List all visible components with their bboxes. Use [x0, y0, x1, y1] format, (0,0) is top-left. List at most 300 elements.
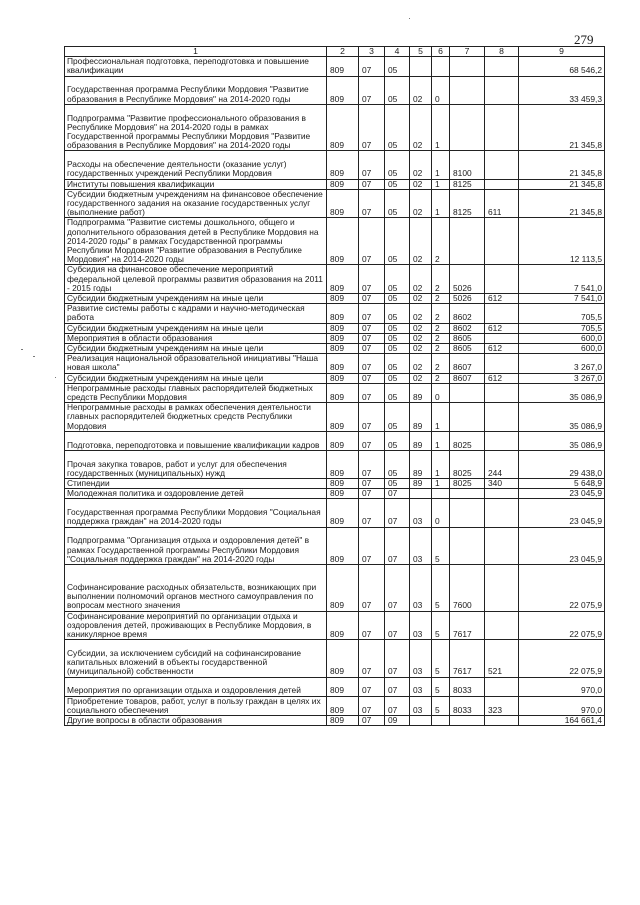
row-code-c7 — [450, 716, 485, 726]
table-row — [65, 696, 605, 715]
row-code-c2: 809 — [327, 218, 359, 265]
row-code-c6: 2 — [432, 333, 450, 343]
row-description: Развитие системы работы с кадрами и научно-методическая работа — [65, 304, 327, 323]
row-code-c5: 02 — [410, 323, 432, 333]
row-code-c8 — [485, 265, 519, 294]
row-code-c8 — [485, 489, 519, 499]
row-code-c5: 89 — [410, 479, 432, 489]
row-code-c7: 8100 — [450, 151, 485, 179]
column-header-5: 5 — [410, 47, 432, 57]
row-code-c3: 07 — [359, 696, 385, 715]
scan-speck — [33, 356, 35, 357]
row-code-c4: 05 — [385, 450, 410, 478]
row-code-c6: 0 — [432, 76, 450, 104]
row-code-c8 — [485, 57, 519, 76]
table-row — [65, 716, 605, 726]
row-code-c3: 07 — [359, 333, 385, 343]
row-code-c8 — [485, 677, 519, 696]
row-code-c3: 07 — [359, 323, 385, 333]
row-description: Другие вопросы в области образования — [65, 716, 327, 726]
row-code-c5: 02 — [410, 104, 432, 151]
row-code-c4: 07 — [385, 565, 410, 612]
row-code-c3: 07 — [359, 104, 385, 151]
row-code-c6: 2 — [432, 323, 450, 333]
row-code-c5: 02 — [410, 76, 432, 104]
row-amount: 705,5 — [519, 323, 605, 333]
row-code-c5: 89 — [410, 431, 432, 450]
table-row — [65, 57, 605, 76]
row-amount: 23 045,9 — [519, 499, 605, 527]
table-row — [65, 565, 605, 612]
row-code-c7: 8025 — [450, 431, 485, 450]
table-row — [65, 499, 605, 527]
row-code-c8 — [485, 499, 519, 527]
row-code-c2: 809 — [327, 479, 359, 489]
table-body — [65, 57, 605, 726]
row-code-c3: 07 — [359, 373, 385, 383]
row-code-c5: 03 — [410, 696, 432, 715]
row-description: Прочая закупка товаров, работ и услуг для обеспечения государственных (муниципальных) нужд — [65, 450, 327, 478]
row-code-c2: 809 — [327, 76, 359, 104]
row-code-c8: 340 — [485, 479, 519, 489]
row-code-c8: 612 — [485, 344, 519, 354]
row-description: Субсидии бюджетным учреждениям на иные цели — [65, 373, 327, 383]
row-amount: 600,0 — [519, 333, 605, 343]
row-code-c3: 07 — [359, 76, 385, 104]
row-code-c6: 0 — [432, 499, 450, 527]
row-code-c5 — [410, 489, 432, 499]
row-code-c2: 809 — [327, 304, 359, 323]
row-code-c7 — [450, 403, 485, 432]
row-code-c8 — [485, 431, 519, 450]
table-row — [65, 677, 605, 696]
row-amount: 22 075,9 — [519, 611, 605, 640]
row-description: Субсидии бюджетным учреждениям на иные цели — [65, 344, 327, 354]
row-code-c3: 07 — [359, 179, 385, 189]
row-description: Реализация национальной образовательной инициативы "Наша новая школа" — [65, 354, 327, 373]
table-row — [65, 527, 605, 564]
table-row — [65, 304, 605, 323]
row-code-c3: 07 — [359, 611, 385, 640]
row-description: Приобретение товаров, работ, услуг в пользу граждан в целях их социального обеспечения — [65, 696, 327, 715]
row-code-c6: 2 — [432, 354, 450, 373]
row-code-c3: 07 — [359, 383, 385, 402]
row-amount: 600,0 — [519, 344, 605, 354]
row-code-c3: 07 — [359, 57, 385, 76]
row-code-c4: 05 — [385, 373, 410, 383]
row-amount: 35 086,9 — [519, 431, 605, 450]
row-code-c8 — [485, 104, 519, 151]
column-header-9: 9 — [519, 47, 605, 57]
row-code-c6: 1 — [432, 151, 450, 179]
table-row — [65, 373, 605, 383]
row-code-c3: 07 — [359, 527, 385, 564]
row-code-c7 — [450, 383, 485, 402]
row-code-c6: 1 — [432, 189, 450, 218]
row-code-c2: 809 — [327, 323, 359, 333]
row-code-c5: 03 — [410, 499, 432, 527]
row-code-c8: 612 — [485, 373, 519, 383]
row-code-c2: 809 — [327, 57, 359, 76]
row-code-c7 — [450, 489, 485, 499]
row-code-c8: 521 — [485, 640, 519, 677]
column-header-1: 1 — [65, 47, 327, 57]
row-amount: 29 438,0 — [519, 450, 605, 478]
row-amount: 35 086,9 — [519, 383, 605, 402]
row-code-c3: 07 — [359, 640, 385, 677]
row-code-c3: 07 — [359, 565, 385, 612]
row-code-c4: 05 — [385, 333, 410, 343]
row-code-c5: 03 — [410, 611, 432, 640]
row-description: Расходы на обеспечение деятельности (оказание услуг) государственных учреждений Республики Мордовия — [65, 151, 327, 179]
row-code-c4: 05 — [385, 104, 410, 151]
column-header-8: 8 — [485, 47, 519, 57]
row-code-c8 — [485, 565, 519, 612]
column-header-3: 3 — [359, 47, 385, 57]
row-code-c4: 05 — [385, 76, 410, 104]
row-description: Молодежная политика и оздоровление детей — [65, 489, 327, 499]
row-code-c3: 07 — [359, 354, 385, 373]
row-code-c6 — [432, 57, 450, 76]
row-description: Подпрограмма "Развитие профессионального образования в Республике Мордовия" на 2014-2020 годы в рамках Государственной программы Республики Мордовия "Развитие образования в Республике Мордовия" на 2014-2020 годы — [65, 104, 327, 151]
row-code-c7: 7617 — [450, 640, 485, 677]
table-row — [65, 344, 605, 354]
table-row — [65, 489, 605, 499]
row-code-c6: 1 — [432, 450, 450, 478]
row-code-c6: 5 — [432, 527, 450, 564]
row-amount: 68 546,2 — [519, 57, 605, 76]
row-description: Профессиональная подготовка, переподготовка и повышение квалификации — [65, 57, 327, 76]
row-code-c7: 8025 — [450, 479, 485, 489]
row-code-c5: 02 — [410, 344, 432, 354]
row-code-c7: 8033 — [450, 696, 485, 715]
row-code-c4: 07 — [385, 527, 410, 564]
row-amount: 21 345,8 — [519, 189, 605, 218]
row-code-c4: 09 — [385, 716, 410, 726]
row-description: Институты повышения квалификации — [65, 179, 327, 189]
row-code-c4: 07 — [385, 611, 410, 640]
row-code-c4: 07 — [385, 489, 410, 499]
row-code-c5: 02 — [410, 373, 432, 383]
column-header-7: 7 — [450, 47, 485, 57]
row-code-c4: 07 — [385, 640, 410, 677]
row-code-c2: 809 — [327, 716, 359, 726]
row-code-c5: 02 — [410, 151, 432, 179]
table-row — [65, 104, 605, 151]
row-code-c8: 612 — [485, 323, 519, 333]
row-code-c8 — [485, 716, 519, 726]
row-code-c6: 2 — [432, 373, 450, 383]
row-code-c5: 89 — [410, 403, 432, 432]
row-code-c2: 809 — [327, 565, 359, 612]
row-amount: 705,5 — [519, 304, 605, 323]
row-code-c5: 89 — [410, 383, 432, 402]
scan-speck — [409, 18, 410, 19]
row-code-c6 — [432, 716, 450, 726]
row-amount: 3 267,0 — [519, 354, 605, 373]
row-description: Мероприятия по организации отдыха и оздоровления детей — [65, 677, 327, 696]
row-description: Софинансирование расходных обязательств, возникающих при выполнении полномочий органов местного самоуправления по вопросам местного значения — [65, 565, 327, 612]
table-row — [65, 354, 605, 373]
table-row — [65, 265, 605, 294]
row-code-c5: 02 — [410, 333, 432, 343]
row-code-c8 — [485, 354, 519, 373]
table-header-row — [65, 47, 605, 57]
row-code-c6: 1 — [432, 479, 450, 489]
row-code-c2: 809 — [327, 104, 359, 151]
row-code-c8 — [485, 383, 519, 402]
row-description: Субсидии бюджетным учреждениям на финансовое обеспечение государственного задания на оказание государственных услуг (выполнение работ) — [65, 189, 327, 218]
table-row — [65, 479, 605, 489]
row-amount: 22 075,9 — [519, 640, 605, 677]
row-code-c3: 07 — [359, 479, 385, 489]
row-code-c2: 809 — [327, 344, 359, 354]
budget-table — [64, 46, 605, 726]
table-row — [65, 189, 605, 218]
row-code-c5: 02 — [410, 354, 432, 373]
row-code-c5: 02 — [410, 179, 432, 189]
row-amount: 22 075,9 — [519, 565, 605, 612]
row-code-c8 — [485, 151, 519, 179]
row-code-c6 — [432, 489, 450, 499]
row-description: Непрограммные расходы в рамках обеспечения деятельности главных распорядителей бюджетных средств Республики Мордовия — [65, 403, 327, 432]
row-code-c8 — [485, 218, 519, 265]
row-description: Стипендии — [65, 479, 327, 489]
row-description: Субсидия на финансовое обеспечение мероприятий федеральной целевой программы развития образования на 2011 - 2015 годы — [65, 265, 327, 294]
row-code-c6: 1 — [432, 104, 450, 151]
row-description: Непрограммные расходы главных распорядителей бюджетных средств Республики Мордовия — [65, 383, 327, 402]
row-code-c2: 809 — [327, 696, 359, 715]
row-code-c7 — [450, 218, 485, 265]
row-code-c2: 809 — [327, 611, 359, 640]
row-code-c3: 07 — [359, 189, 385, 218]
row-code-c4: 05 — [385, 354, 410, 373]
row-amount: 7 541,0 — [519, 265, 605, 294]
row-code-c4: 05 — [385, 265, 410, 294]
row-code-c7 — [450, 527, 485, 564]
row-code-c6: 2 — [432, 304, 450, 323]
row-code-c8: 611 — [485, 189, 519, 218]
row-code-c3: 07 — [359, 403, 385, 432]
row-code-c4: 05 — [385, 431, 410, 450]
row-code-c7: 8033 — [450, 677, 485, 696]
row-code-c6: 1 — [432, 431, 450, 450]
table-row — [65, 294, 605, 304]
row-code-c2: 809 — [327, 294, 359, 304]
row-code-c4: 05 — [385, 151, 410, 179]
row-code-c6: 0 — [432, 383, 450, 402]
row-code-c6: 2 — [432, 218, 450, 265]
row-code-c6: 5 — [432, 565, 450, 612]
row-amount: 164 661,4 — [519, 716, 605, 726]
row-code-c8 — [485, 179, 519, 189]
row-code-c7: 7617 — [450, 611, 485, 640]
row-amount: 12 113,5 — [519, 218, 605, 265]
row-code-c7: 8605 — [450, 333, 485, 343]
column-header-2: 2 — [327, 47, 359, 57]
row-amount: 7 541,0 — [519, 294, 605, 304]
row-code-c5 — [410, 716, 432, 726]
table-row — [65, 403, 605, 432]
row-code-c6: 5 — [432, 677, 450, 696]
table-row — [65, 333, 605, 343]
row-code-c2: 809 — [327, 640, 359, 677]
row-code-c6: 1 — [432, 179, 450, 189]
row-amount: 970,0 — [519, 677, 605, 696]
row-code-c3: 07 — [359, 450, 385, 478]
row-code-c7 — [450, 76, 485, 104]
row-code-c2: 809 — [327, 265, 359, 294]
scan-speck — [21, 349, 23, 350]
row-code-c3: 07 — [359, 499, 385, 527]
row-code-c5 — [410, 57, 432, 76]
row-description: Государственная программа Республики Мордовия "Развитие образования в Республике Мордовия" на 2014-2020 годы — [65, 76, 327, 104]
column-header-4: 4 — [385, 47, 410, 57]
row-code-c2: 809 — [327, 431, 359, 450]
row-code-c5: 02 — [410, 304, 432, 323]
row-amount: 21 345,8 — [519, 179, 605, 189]
row-code-c3: 07 — [359, 431, 385, 450]
row-amount: 21 345,8 — [519, 151, 605, 179]
row-description: Софинансирование мероприятий по организации отдыха и оздоровления детей, проживающих в Республике Мордовия, в каникулярное время — [65, 611, 327, 640]
row-code-c3: 07 — [359, 304, 385, 323]
table-row — [65, 640, 605, 677]
row-code-c8 — [485, 333, 519, 343]
table-row — [65, 383, 605, 402]
row-code-c7: 8607 — [450, 354, 485, 373]
row-description: Субсидии, за исключением субсидий на софинансирование капитальных вложений в объекты государственной (муниципальной) собственности — [65, 640, 327, 677]
row-code-c4: 05 — [385, 57, 410, 76]
table-row — [65, 431, 605, 450]
row-code-c2: 809 — [327, 450, 359, 478]
table-row — [65, 450, 605, 478]
row-code-c2: 809 — [327, 189, 359, 218]
row-description: Государственная программа Республики Мордовия "Социальная поддержка граждан" на 2014-2020 годы — [65, 499, 327, 527]
row-code-c6: 5 — [432, 696, 450, 715]
row-description: Подпрограмма "Организация отдыха и оздоровления детей" в рамках Государственной программы Республики Мордовия "Социальная поддержка граждан" на 2014-2020 годы — [65, 527, 327, 564]
row-code-c6: 2 — [432, 265, 450, 294]
row-code-c2: 809 — [327, 373, 359, 383]
row-code-c3: 07 — [359, 677, 385, 696]
row-description: Подпрограмма "Развитие системы дошкольного, общего и дополнительного образования детей в Республике Мордовия на 2014-2020 годы" в рамках Государственной программы Республики Мордовия "Развитие образования в Республике Мордовия" на 2014-2020 годы — [65, 218, 327, 265]
row-code-c2: 809 — [327, 354, 359, 373]
row-code-c8 — [485, 527, 519, 564]
row-code-c4: 05 — [385, 344, 410, 354]
row-code-c2: 809 — [327, 333, 359, 343]
row-code-c2: 809 — [327, 677, 359, 696]
row-code-c7 — [450, 57, 485, 76]
row-amount: 23 045,9 — [519, 489, 605, 499]
table-row — [65, 76, 605, 104]
table-row — [65, 323, 605, 333]
row-code-c2: 809 — [327, 151, 359, 179]
row-code-c3: 07 — [359, 151, 385, 179]
row-code-c2: 809 — [327, 499, 359, 527]
row-code-c8: 612 — [485, 294, 519, 304]
row-description: Подготовка, переподготовка и повышение квалификации кадров — [65, 431, 327, 450]
row-code-c5: 02 — [410, 265, 432, 294]
row-code-c8: 323 — [485, 696, 519, 715]
row-code-c5: 89 — [410, 450, 432, 478]
row-code-c7: 8125 — [450, 179, 485, 189]
row-code-c7: 5026 — [450, 265, 485, 294]
row-code-c3: 07 — [359, 218, 385, 265]
row-code-c5: 02 — [410, 218, 432, 265]
scan-speck — [55, 377, 56, 378]
row-code-c6: 1 — [432, 403, 450, 432]
table-row — [65, 179, 605, 189]
table-row — [65, 218, 605, 265]
row-code-c5: 02 — [410, 189, 432, 218]
table-row — [65, 611, 605, 640]
row-code-c4: 05 — [385, 218, 410, 265]
table-row — [65, 151, 605, 179]
row-code-c4: 07 — [385, 677, 410, 696]
row-code-c4: 05 — [385, 294, 410, 304]
row-code-c4: 05 — [385, 403, 410, 432]
row-code-c5: 03 — [410, 565, 432, 612]
row-description: Субсидии бюджетным учреждениям на иные цели — [65, 294, 327, 304]
row-code-c6: 5 — [432, 640, 450, 677]
row-code-c8 — [485, 76, 519, 104]
row-code-c2: 809 — [327, 179, 359, 189]
page-number: 279 — [574, 32, 594, 47]
row-code-c3: 07 — [359, 716, 385, 726]
row-amount: 33 459,3 — [519, 76, 605, 104]
row-code-c7: 8025 — [450, 450, 485, 478]
row-code-c7: 5026 — [450, 294, 485, 304]
row-code-c7: 8605 — [450, 344, 485, 354]
row-code-c7: 8607 — [450, 373, 485, 383]
row-code-c6: 2 — [432, 294, 450, 304]
row-amount: 3 267,0 — [519, 373, 605, 383]
row-code-c5: 03 — [410, 640, 432, 677]
row-code-c2: 809 — [327, 489, 359, 499]
row-code-c5: 03 — [410, 527, 432, 564]
row-code-c2: 809 — [327, 527, 359, 564]
row-description: Субсидии бюджетным учреждениям на иные цели — [65, 323, 327, 333]
row-amount: 35 086,9 — [519, 403, 605, 432]
row-amount: 23 045,9 — [519, 527, 605, 564]
row-code-c8: 244 — [485, 450, 519, 478]
row-code-c6: 2 — [432, 344, 450, 354]
row-amount: 970,0 — [519, 696, 605, 715]
row-code-c5: 02 — [410, 294, 432, 304]
row-code-c4: 05 — [385, 323, 410, 333]
row-code-c4: 05 — [385, 304, 410, 323]
row-code-c7: 8602 — [450, 323, 485, 333]
row-code-c5: 03 — [410, 677, 432, 696]
row-code-c3: 07 — [359, 489, 385, 499]
row-code-c7 — [450, 104, 485, 151]
row-code-c4: 07 — [385, 499, 410, 527]
row-code-c3: 07 — [359, 344, 385, 354]
row-code-c8 — [485, 403, 519, 432]
row-code-c3: 07 — [359, 265, 385, 294]
row-code-c4: 05 — [385, 189, 410, 218]
row-code-c7: 7600 — [450, 565, 485, 612]
column-header-6: 6 — [432, 47, 450, 57]
row-amount: 21 345,8 — [519, 104, 605, 151]
row-code-c8 — [485, 611, 519, 640]
row-code-c8 — [485, 304, 519, 323]
row-description: Мероприятия в области образования — [65, 333, 327, 343]
row-code-c6: 5 — [432, 611, 450, 640]
row-code-c4: 05 — [385, 479, 410, 489]
row-code-c4: 05 — [385, 179, 410, 189]
row-amount: 5 648,9 — [519, 479, 605, 489]
row-code-c3: 07 — [359, 294, 385, 304]
